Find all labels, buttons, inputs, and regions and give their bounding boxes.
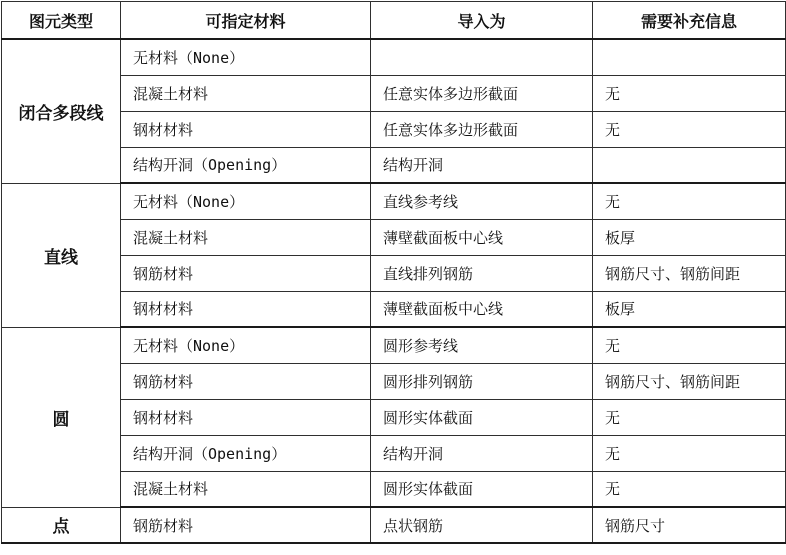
imported-as-cell: 薄壁截面板中心线: [371, 291, 593, 327]
primitive-import-table: [1, 1, 786, 544]
material-cell: 无材料（None）: [121, 327, 371, 363]
material-cell: 钢材材料: [121, 291, 371, 327]
material-cell: 钢筋材料: [121, 255, 371, 291]
imported-as-cell: 薄壁截面板中心线: [371, 219, 593, 255]
table-row: [2, 183, 786, 219]
imported-as-cell: 圆形实体截面: [371, 399, 593, 435]
imported-as-cell: 直线排列钢筋: [371, 255, 593, 291]
material-cell: 无材料（None）: [121, 183, 371, 219]
imported-as-cell: [371, 39, 593, 75]
extra-info-cell: 钢筋尺寸: [593, 507, 786, 543]
extra-info-cell: 无: [593, 75, 786, 111]
primitive-type-cell: 直线: [2, 183, 121, 327]
primitive-type-cell: 圆: [2, 327, 121, 507]
material-cell: 钢筋材料: [121, 363, 371, 399]
extra-info-cell: 板厚: [593, 219, 786, 255]
extra-info-cell: 钢筋尺寸、钢筋间距: [593, 363, 786, 399]
extra-info-cell: [593, 147, 786, 183]
table-row: [2, 39, 786, 75]
imported-as-cell: 圆形排列钢筋: [371, 363, 593, 399]
extra-info-cell: 无: [593, 183, 786, 219]
header-primitive-type: 图元类型: [2, 2, 121, 40]
material-cell: 无材料（None）: [121, 39, 371, 75]
extra-info-cell: 无: [593, 327, 786, 363]
material-cell: 钢材材料: [121, 111, 371, 147]
primitive-type-cell: 点: [2, 507, 121, 543]
header-assignable-material: 可指定材料: [121, 2, 371, 40]
extra-info-cell: [593, 39, 786, 75]
extra-info-cell: 钢筋尺寸、钢筋间距: [593, 255, 786, 291]
extra-info-cell: 无: [593, 111, 786, 147]
material-cell: 钢筋材料: [121, 507, 371, 543]
material-cell: 结构开洞（Opening）: [121, 147, 371, 183]
material-cell: 钢材材料: [121, 399, 371, 435]
imported-as-cell: 结构开洞: [371, 435, 593, 471]
primitive-type-cell: 闭合多段线: [2, 39, 121, 183]
extra-info-cell: 无: [593, 399, 786, 435]
header-imported-as: 导入为: [371, 2, 593, 40]
extra-info-cell: 无: [593, 471, 786, 507]
imported-as-cell: 任意实体多边形截面: [371, 111, 593, 147]
material-cell: 混凝土材料: [121, 219, 371, 255]
extra-info-cell: 无: [593, 435, 786, 471]
imported-as-cell: 结构开洞: [371, 147, 593, 183]
imported-as-cell: 圆形实体截面: [371, 471, 593, 507]
table-body: [2, 39, 786, 543]
imported-as-cell: 直线参考线: [371, 183, 593, 219]
imported-as-cell: 点状钢筋: [371, 507, 593, 543]
material-cell: 结构开洞（Opening）: [121, 435, 371, 471]
header-extra-info: 需要补充信息: [593, 2, 786, 40]
header-row: [2, 2, 786, 40]
imported-as-cell: 任意实体多边形截面: [371, 75, 593, 111]
material-cell: 混凝土材料: [121, 471, 371, 507]
table-row: [2, 507, 786, 543]
extra-info-cell: 板厚: [593, 291, 786, 327]
material-cell: 混凝土材料: [121, 75, 371, 111]
imported-as-cell: 圆形参考线: [371, 327, 593, 363]
table-row: [2, 327, 786, 363]
